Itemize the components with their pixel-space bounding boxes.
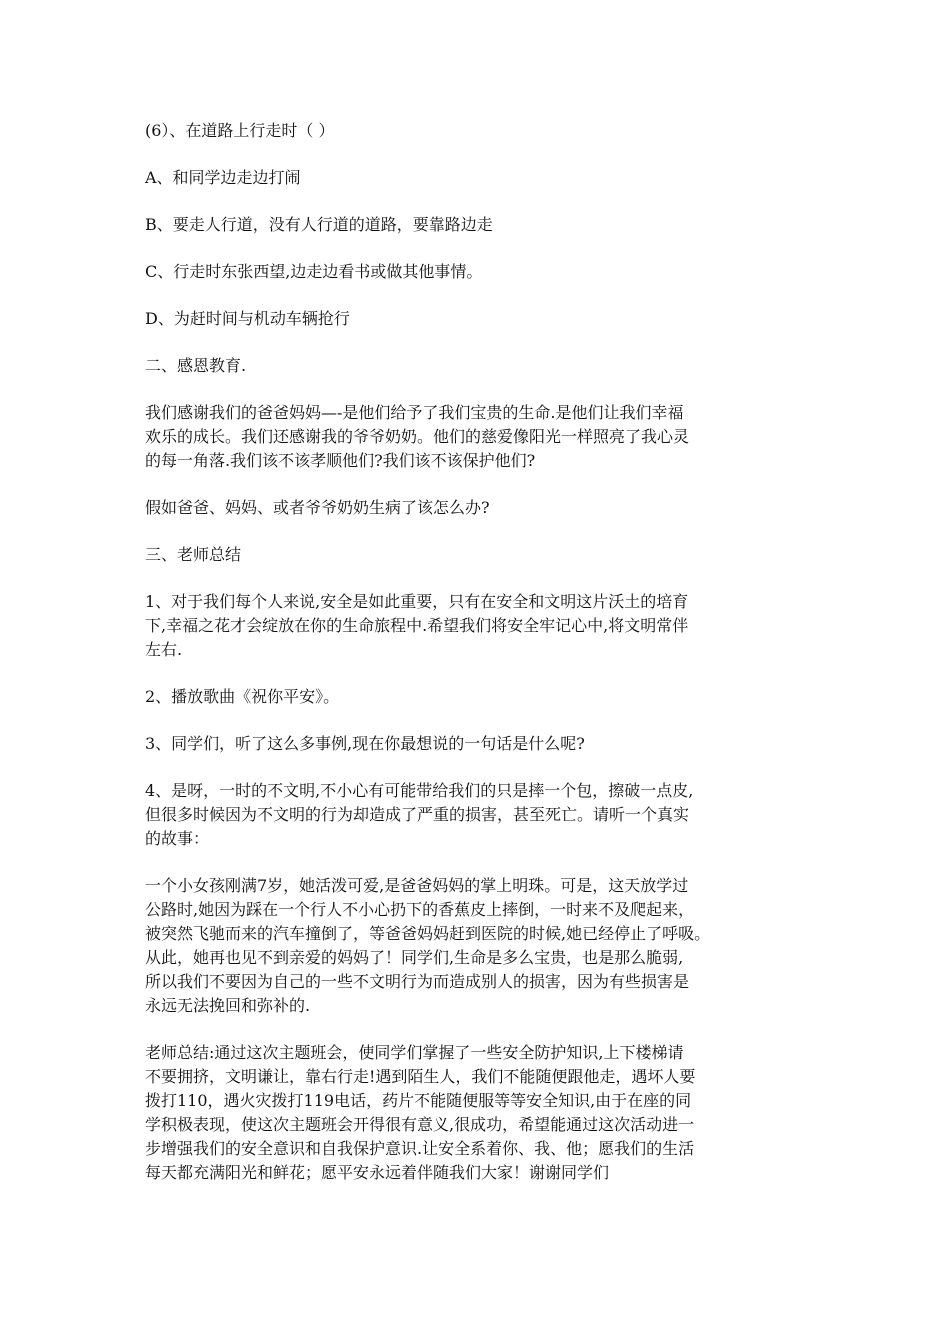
question-6 [145, 119, 825, 143]
text-line: 从此，她再也见不到亲爱的妈妈了！同学们,生命是多么宝贵，也是那么脆弱, [145, 948, 684, 967]
text-line: 所以我们不要因为自己的一些不文明行为而造成别人的损害，因为有些损害是 [145, 972, 690, 991]
text-line: 左右. [145, 640, 183, 659]
text-line: 的故事： [145, 829, 210, 848]
text-line: 永远无法挽回和弥补的. [145, 996, 311, 1015]
document-page [145, 119, 825, 1208]
text-line: 不要拥挤，文明谦让，靠右行走!遇到陌生人，我们不能随便跟他走，遇坏人要 [145, 1067, 696, 1086]
text-line: 每天都充满阳光和鲜花；愿平安永远着伴随我们大家！谢谢同学们 [145, 1163, 610, 1182]
section-heading-2 [145, 354, 825, 378]
text-line: 学积极表现，使这次主题班会开得很有意义,很成功，希望能通过这次活动进一 [145, 1115, 695, 1134]
text-line: A、和同学边走边打闹 [145, 168, 301, 187]
text-line: 但很多时候因为不文明的行为却造成了严重的损害，甚至死亡。请听一个真实 [145, 805, 690, 824]
text-line: 1、对于我们每个人来说,安全是如此重要，只有在安全和文明这片沃土的培育 [145, 592, 689, 611]
text-line: 欢乐的成长。我们还感谢我的爷爷奶奶。他们的慈爱像阳光一样照亮了我心灵 [145, 427, 690, 446]
text-line: D、为赶时间与机动车辆抢行 [145, 309, 350, 328]
text-line: 老师总结:通过这次主题班会，使同学们掌握了一些安全防护知识,上下楼梯请 [145, 1043, 684, 1062]
text-line: 3、同学们，听了这么多事例,现在你最想说的一句话是什么呢? [145, 734, 585, 753]
text-line: 公路时,她因为踩在一个行人不小心扔下的香蕉皮上摔倒，一时来不及爬起来， [145, 900, 695, 919]
text-line: 2、播放歌曲《祝你平安》。 [145, 687, 340, 706]
gratitude-paragraph [145, 401, 825, 473]
option-b [145, 213, 825, 237]
gratitude-question [145, 496, 825, 520]
story-paragraph [145, 874, 825, 1018]
option-c [145, 260, 825, 284]
option-a [145, 166, 825, 190]
text-line: 二、感恩教育. [145, 356, 247, 375]
text-line: 被突然飞驰而来的汽车撞倒了，等爸爸妈妈赶到医院的时候,她已经停止了呼吸。 [145, 924, 711, 943]
text-line: C、行走时东张西望,边走边看书或做其他事情。 [145, 262, 483, 281]
text-line: 拨打110，遇火灾拨打119电话，药片不能随便服等等安全知识,由于在座的同 [145, 1091, 692, 1110]
section-heading-3 [145, 543, 825, 567]
text-line: 一个小女孩刚满7岁，她活泼可爱,是爸爸妈妈的掌上明珠。可是，这天放学过 [145, 876, 689, 895]
text-line: 假如爸爸、妈妈、或者爷爷奶奶生病了该怎么办? [145, 498, 490, 517]
text-line: 4、是呀，一时的不文明,不小心有可能带给我们的只是摔一个包，擦破一点皮, [145, 781, 694, 800]
text-line: 我们感谢我们的爸爸妈妈—-是他们给予了我们宝贵的生命.是他们让我们幸福 [145, 403, 684, 422]
summary-item-4 [145, 779, 825, 851]
text-line: 的每一角落.我们该不该孝顺他们?我们该不该保护他们? [145, 451, 536, 470]
text-line: 步增强我们的安全意识和自我保护意识.让安全系着你、我、他；愿我们的生活 [145, 1139, 695, 1158]
summary-item-1 [145, 590, 825, 662]
text-line: 下,幸福之花才会绽放在你的生命旅程中.希望我们将安全牢记心中,将文明常伴 [145, 616, 689, 635]
option-d [145, 307, 825, 331]
text-line: B、要走人行道，没有人行道的道路，要靠路边走 [145, 215, 493, 234]
teacher-summary-paragraph [145, 1041, 825, 1185]
summary-item-3 [145, 732, 825, 756]
text-line: 三、老师总结 [145, 545, 242, 564]
text-line: (6）、在道路上行走时（ ） [145, 121, 335, 140]
summary-item-2 [145, 685, 825, 709]
